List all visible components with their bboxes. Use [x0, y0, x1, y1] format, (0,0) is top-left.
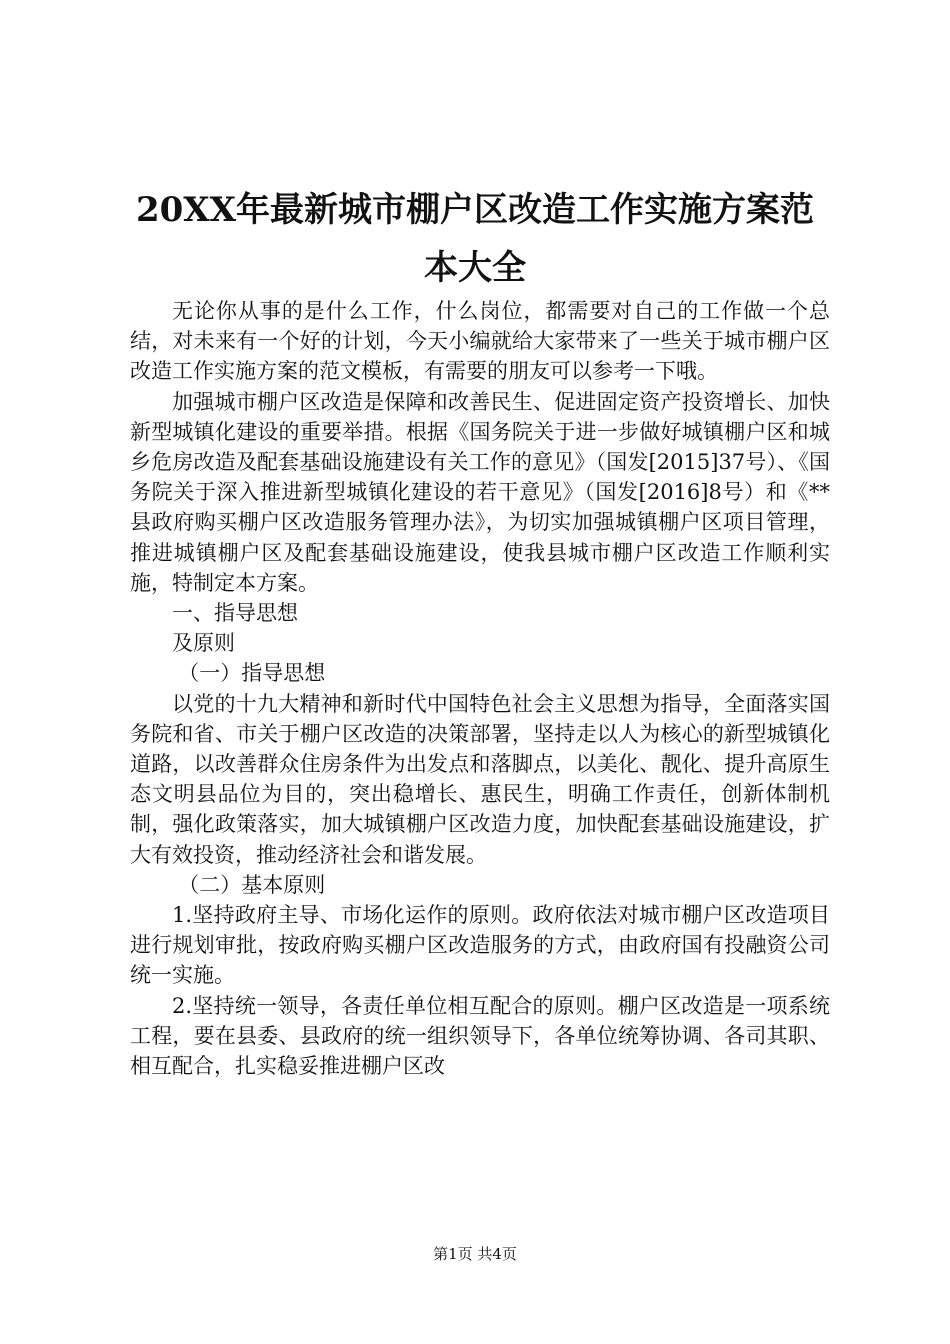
paragraph-intro: 无论你从事的是什么工作，什么岗位，都需要对自己的工作做一个总结，对未来有一个好的计划，今天小编就给大家带来了一些关于城市棚户区改造工作实施方案的范文模板，有需要的朋友可以参考一下哦。 — [130, 299, 830, 384]
document-title-line1: 20XX年最新城市棚户区改造工作实施方案范 — [135, 190, 815, 230]
section-heading-1-cont: 及原则 — [172, 631, 235, 656]
section-heading-1: 一、指导思想 — [172, 601, 298, 626]
paragraph-guiding-thought: 以党的十九大精神和新时代中国特色社会主义思想为指导，全面落实国务院和省、市关于棚户区改造的决策部署，坚持走以人为核心的新型城镇化道路，以改善群众住房条件为出发点和落脚点，以美化、靓化、提升高原生态文明县品位为目的，突出稳增长、惠民生，明确工作责任，创新体制机制，强化政策落实，加大城镇棚户区改造力度，加快配套基础设施建设，扩大有效投资，推动经济社会和谐发展。 — [130, 691, 830, 867]
subsection-heading-2: （二）基本原则 — [178, 872, 326, 897]
paragraph-background: 加强城市棚户区改造是保障和改善民生、促进固定资产投资增长、加快新型城镇化建设的重要举措。根据《国务院关于进一步做好城镇棚户区和城乡危房改造及配套基础设施建设有关工作的意见》（国发[2015]37号）、《国务院关于深入推进新型城镇化建设的若干意见》（国发[2016]8号）和《**县政府购买棚户区改造服务管理办法》，为切实加强城镇棚户区项目管理，推进城镇棚户区及配套基础设施建设，使我县城市棚户区改造工作顺利实施，特制定本方案。 — [130, 389, 830, 595]
document-title-line2: 本大全 — [424, 248, 526, 288]
subsection-heading-1: （一）指导思想 — [178, 661, 326, 686]
paragraph-principle-1: 1.坚持政府主导、市场化运作的原则。政府依法对城市棚户区改造项目进行规划审批，按政府购买棚户区改造服务的方式，由政府国有投融资公司统一实施。 — [130, 903, 830, 988]
document-body — [130, 296, 830, 1081]
paragraph-principle-2: 2.坚持统一领导，各责任单位相互配合的原则。棚户区改造是一项系统工程，要在县委、县政府的统一组织领导下，各单位统筹协调、各司其职、相互配合，扎实稳妥推进棚户区改 — [130, 993, 830, 1079]
page-footer: 第1页 共4页 — [433, 1245, 517, 1263]
